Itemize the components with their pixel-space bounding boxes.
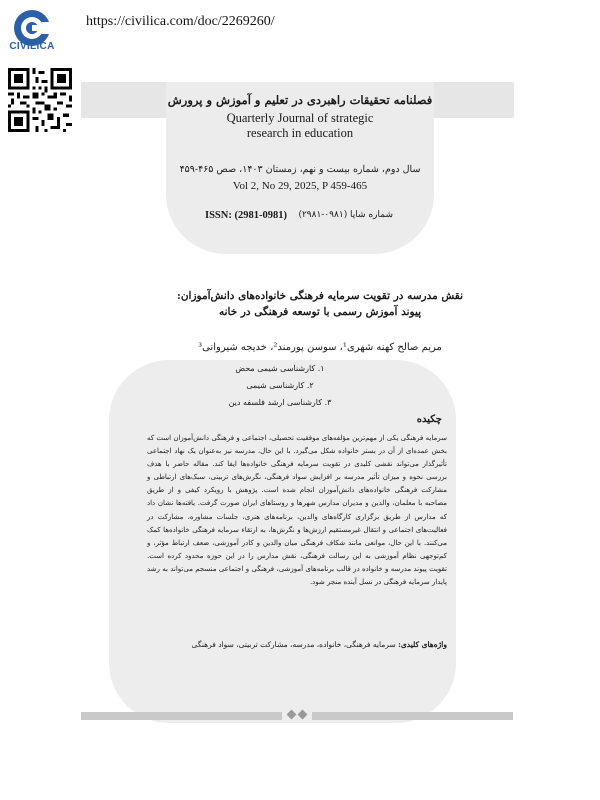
footer-bar-right [312, 712, 513, 720]
authors: مریم صالح کهنه شهری¹، سوسن پورمند²، خدیجه شیروانی³ [198, 342, 442, 353]
issue-info-fa: سال دوم، شماره بیست و نهم، زمستان ۱۴۰۳، صص ۴۶۵-۴۵۹ [179, 164, 421, 175]
affiliation-2: ۲. کارشناسی شیمی [246, 381, 314, 390]
journal-title-en-line2: research in education [246, 126, 354, 140]
affiliation-3: ۳. کارشناسی ارشد فلسفه دین [228, 398, 332, 407]
keywords-list: سرمایه فرهنگی، خانواده، مدرسه، مشارکت تربیتی، سواد فرهنگی [191, 640, 399, 649]
document-url[interactable]: https://civilica.com/doc/2269260/ [86, 14, 275, 29]
keywords-label: واژه‌های کلیدی: [398, 640, 447, 649]
keywords [147, 640, 447, 649]
issue-info-en: Vol 2, No 29, 2025, P 459-465 [232, 180, 368, 192]
logo-text: CIVILICA [9, 41, 55, 52]
footer-bar-left [81, 712, 282, 720]
abstract-heading: چکیده [416, 414, 442, 425]
issn-fa: شماره شاپا (۰۹۸۱-۲۹۸۱) [298, 210, 393, 220]
journal-title-en-line1: Quarterly Journal of strategic [226, 111, 374, 125]
issn-en: ISSN: (2981-0981) [205, 210, 287, 221]
journal-title-fa: فصلنامه تحقیقات راهبردی در تعلیم و آموزش و پرورش [167, 93, 433, 107]
journal-title-en [166, 111, 434, 141]
article-title-line2: پیوند آموزش رسمی با توسعه فرهنگی در خانه [218, 306, 422, 318]
affiliation-1: ۱. کارشناسی شیمی محض [235, 364, 325, 373]
article-title-line1: نقش مدرسه در تقویت سرمایه فرهنگی خانواده‌های دانش‌آموزان: [176, 290, 464, 302]
qr-code-icon [8, 68, 72, 132]
abstract-body: سرمایه فرهنگی یکی از مهم‌ترین مؤلفه‌های موفقیت تحصیلی، اجتماعی و فرهنگی دانش‌آموزان است که بخش عمده‌ای از آن در بستر خانواده شکل می‌گیرد. با این حال، مدرسه نیز به‌عنوان یک نهاد اجتماعی تأثیرگذار می‌تواند نقشی کلیدی در تقویت سرمایه فرهنگی خانواده‌ها ایفا کند. مقاله حاضر با هدف بررسی نحوه و میزان تأثیر مدرسه بر افزایش سواد فرهنگی، نگرش‌های تربیتی، سبک‌های ارتباطی و مشارکت فرهنگی خانواده‌های دانش‌آموزان انجام شده است. پژوهش با رویکرد کیفی و از طریق مصاحبه با معلمان، والدین و مدیران مدارس شهرها و روستاهای ایران صورت گرفت. یافته‌ها نشان داد که مدارس از طریق برگزاری کارگاه‌های والدین، برنامه‌های هنری، جلسات مشاوره، مشارکت در فعالیت‌های اجتماعی و انتقال غیرمستقیم ارزش‌ها و نگرش‌ها، به ارتقاء سرمایه فرهنگی خانواده‌ها کمک می‌کنند. با این حال، موانعی مانند شکاف فرهنگی میان والدین و کادر آموزشی، ضعف ارتباط مؤثر، و کم‌توجهی نظام آموزشی به این رسالت فرهنگی، نقش مدارس را در این حوزه محدود کرده است. تقویت پیوند مدرسه و خانواده در قالب برنامه‌های آموزشی، فرهنگی و اجتماعی منسجم می‌تواند به رشد پایدار سرمایه فرهنگی در نسل آینده منجر شود. [147, 434, 447, 587]
